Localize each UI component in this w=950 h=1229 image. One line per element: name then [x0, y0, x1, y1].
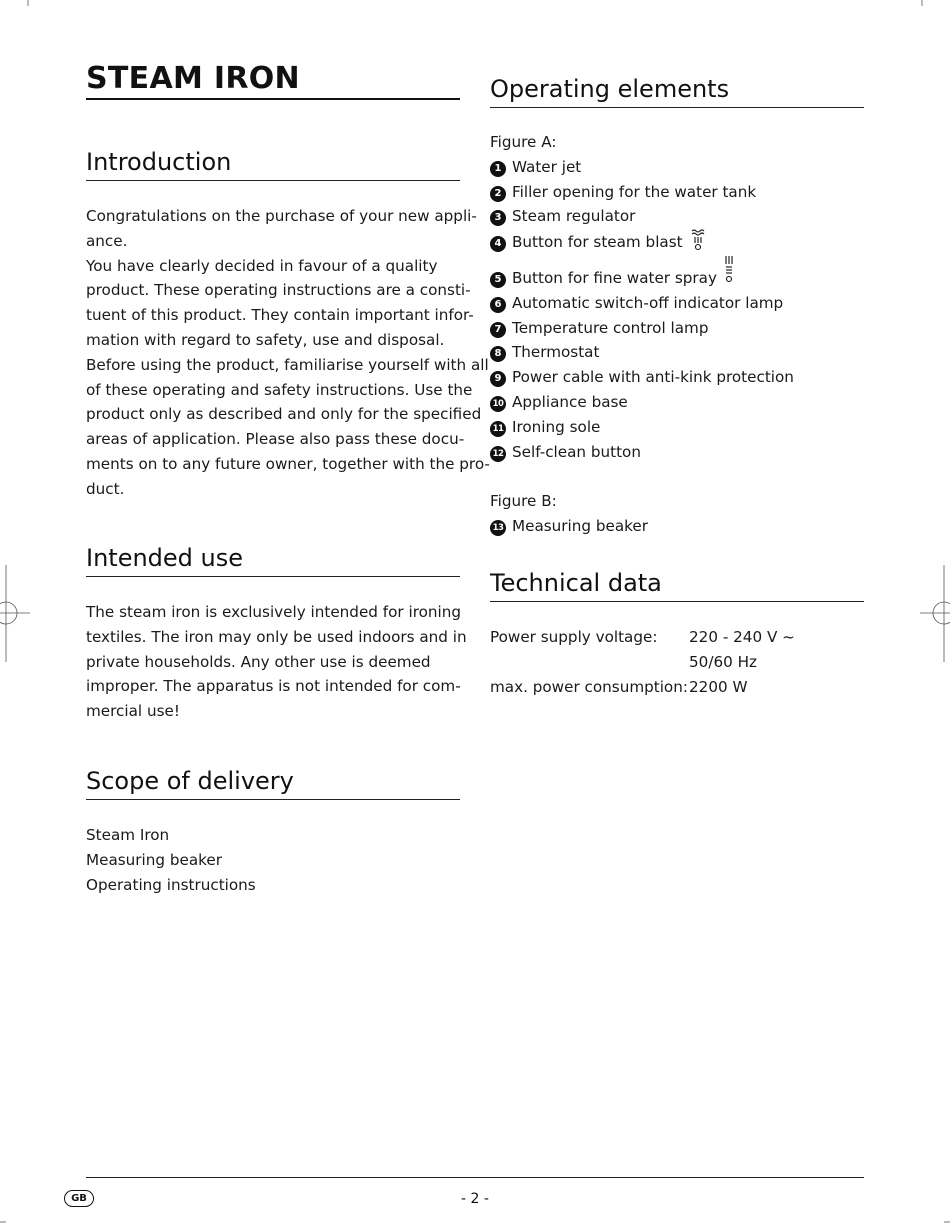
list-item: Steam Iron: [86, 826, 170, 844]
item-label: Thermostat: [512, 343, 600, 362]
item-number-badge: 6: [490, 297, 506, 313]
list-item: [490, 180, 864, 205]
tech-label: max. power consumption:: [490, 677, 688, 696]
item-label: Appliance base: [512, 392, 628, 411]
item-label: Ironing sole: [512, 417, 601, 436]
list-item: [490, 229, 864, 255]
intended-use-line: mercial use!: [86, 702, 180, 721]
intended-use-text: [86, 600, 467, 724]
footer-divider: [86, 1177, 864, 1178]
item-number-badge: 11: [490, 421, 506, 437]
tech-label: [490, 650, 689, 675]
item-label: Temperature control lamp: [512, 318, 709, 337]
steam-blast-icon: [691, 229, 705, 251]
list-item: [490, 390, 864, 415]
operating-elements-list: [490, 130, 864, 539]
item-label: Button for fine water spray: [512, 268, 717, 287]
intended-use-line: private households. Any other use is deemed: [86, 652, 431, 671]
table-row: [490, 625, 864, 650]
list-item: [490, 316, 864, 341]
introduction-line: ance.: [86, 231, 128, 250]
table-row: [490, 675, 864, 700]
scope-of-delivery-heading: Scope of delivery: [86, 766, 460, 800]
item-label: Power cable with anti-kink protection: [512, 368, 794, 387]
list-item: [490, 291, 864, 316]
item-number-badge: 8: [490, 346, 506, 362]
introduction-line: mation with regard to safety, use and disposal.: [86, 330, 445, 349]
item-label: Automatic switch-off indicator lamp: [512, 293, 784, 312]
introduction-line: areas of application. Please also pass these docu-: [86, 430, 465, 449]
figure-b-label: Figure B:: [490, 492, 557, 511]
introduction-line: of these operating and safety instructions. Use the: [86, 380, 473, 399]
introduction-line: Before using the product, familiarise yourself with all: [86, 355, 489, 374]
item-label: Steam regulator: [512, 207, 636, 226]
item-number-badge: 2: [490, 186, 506, 202]
list-item: Measuring beaker: [86, 850, 222, 869]
intended-use-line: The steam iron is exclusively intended for ironing: [86, 603, 462, 621]
introduction-line: Congratulations on the purchase of your new appli-: [86, 207, 477, 225]
introduction-line: product only as described and only for the specified: [86, 405, 482, 424]
item-number-badge: 12: [490, 446, 506, 462]
tech-value: 2200 W: [689, 677, 748, 696]
item-number-badge: 3: [490, 210, 506, 226]
scope-of-delivery-list: [86, 823, 460, 897]
introduction-line: You have clearly decided in favour of a quality: [86, 256, 438, 275]
introduction-line: tuent of this product. They contain important infor-: [86, 306, 474, 325]
item-number-badge: 1: [490, 161, 506, 177]
introduction-line: duct.: [86, 479, 125, 498]
list-item: [490, 365, 864, 390]
figure-a-label: Figure A:: [490, 133, 557, 151]
list-item: [490, 514, 864, 539]
table-row: [490, 650, 864, 675]
page-number: - 2 -: [461, 1191, 489, 1207]
list-item: [490, 155, 864, 180]
introduction-line: ments on to any future owner, together with the pro-: [86, 454, 490, 473]
list-item: [490, 415, 864, 440]
introduction-line: product. These operating instructions are a consti-: [86, 281, 471, 300]
technical-data-heading: Technical data: [490, 568, 864, 602]
document-title: STEAM IRON: [86, 62, 460, 100]
item-label: Self-clean button: [512, 442, 641, 461]
list-item: [490, 204, 864, 229]
item-number-badge: 5: [490, 272, 506, 288]
item-label: Button for steam blast: [512, 233, 683, 252]
item-number-badge: 4: [490, 236, 506, 252]
list-item: [490, 440, 864, 465]
item-label: Filler opening for the water tank: [512, 182, 757, 201]
country-badge: GB: [64, 1190, 94, 1207]
water-spray-icon: [723, 255, 735, 285]
list-item: [490, 255, 864, 291]
list-item: [490, 340, 864, 365]
tech-value: 50/60 Hz: [689, 652, 757, 671]
item-label: Measuring beaker: [512, 516, 648, 535]
intended-use-heading: Intended use: [86, 543, 460, 577]
intended-use-line: improper. The apparatus is not intended for com-: [86, 677, 461, 696]
introduction-text: [86, 204, 490, 502]
operating-elements-heading: Operating elements: [490, 74, 864, 108]
intended-use-line: textiles. The iron may only be used indoors and in: [86, 627, 467, 646]
item-number-badge: 10: [490, 396, 506, 412]
tech-label: Power supply voltage:: [490, 628, 658, 646]
item-label: Water jet: [512, 157, 582, 176]
list-item: Operating instructions: [86, 875, 256, 894]
introduction-heading: Introduction: [86, 147, 460, 181]
item-number-badge: 13: [490, 520, 506, 536]
item-number-badge: 7: [490, 322, 506, 338]
tech-value: 220 - 240 V ~: [689, 628, 795, 646]
technical-data-table: [490, 625, 864, 699]
item-number-badge: 9: [490, 371, 506, 387]
